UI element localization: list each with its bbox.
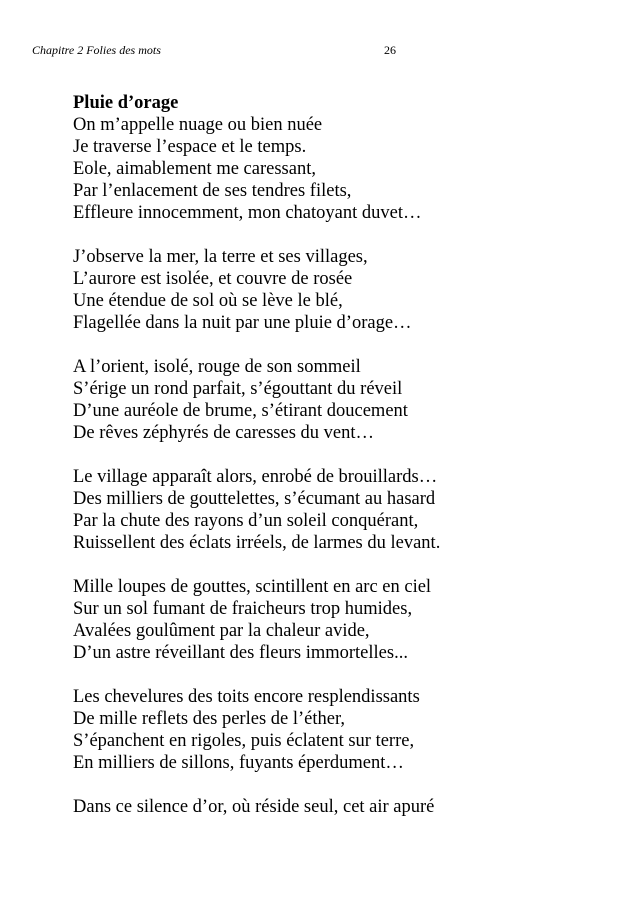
poem-line: L’aurore est isolée, et couvre de rosée (73, 269, 353, 289)
poem-title: Pluie d’orage (73, 93, 179, 113)
chapter-title: Chapitre 2 Folies des mots (32, 43, 161, 57)
poem-line: Les chevelures des toits encore resplendissants (73, 687, 420, 707)
poem-line: Flagellée dans la nuit par une pluie d’orage… (73, 313, 412, 333)
stanza-4 (73, 466, 613, 554)
poem-line: Par la chute des rayons d’un soleil conquérant, (73, 511, 419, 531)
poem-line: Ruissellent des éclats irréels, de larmes du levant. (73, 533, 441, 553)
stanza-5 (73, 576, 613, 664)
poem-line: Effleure innocemment, mon chatoyant duvet… (73, 203, 422, 223)
poem-line: Mille loupes de gouttes, scintillent en arc en ciel (73, 577, 432, 597)
poem-line: S’épanchent en rigoles, puis éclatent sur terre, (73, 731, 415, 751)
stanza-3 (73, 356, 613, 444)
running-header (32, 42, 402, 58)
poem-line: Le village apparaît alors, enrobé de brouillards… (73, 467, 438, 487)
poem-line: On m’appelle nuage ou bien nuée (73, 115, 323, 135)
poem-line: J’observe la mer, la terre et ses villages, (73, 247, 368, 267)
poem-line: En milliers de sillons, fuyants éperdument… (73, 753, 404, 773)
poem (73, 92, 613, 840)
poem-line: Une étendue de sol où se lève le blé, (73, 291, 343, 311)
poem-line: Eole, aimablement me caressant, (73, 159, 316, 179)
stanza-1 (73, 114, 613, 224)
poem-line: D’une auréole de brume, s’étirant doucement (73, 401, 408, 421)
poem-line: Je traverse l’espace et le temps. (73, 137, 307, 157)
stanza-6 (73, 686, 613, 774)
poem-line: D’un astre réveillant des fleurs immortelles... (73, 643, 408, 663)
poem-line: Sur un sol fumant de fraicheurs trop humides, (73, 599, 413, 619)
page-number: 26 (384, 43, 396, 57)
poem-line: A l’orient, isolé, rouge de son sommeil (73, 357, 361, 377)
poem-line: Des milliers de gouttelettes, s’écumant au hasard (73, 489, 436, 509)
poem-line: Par l’enlacement de ses tendres filets, (73, 181, 352, 201)
stanza-7 (73, 796, 613, 818)
poem-line: Avalées goulûment par la chaleur avide, (73, 621, 370, 641)
poem-line: S’érige un rond parfait, s’égouttant du réveil (73, 379, 403, 399)
stanza-2 (73, 246, 613, 334)
poem-line: De mille reflets des perles de l’éther, (73, 709, 346, 729)
poem-line: De rêves zéphyrés de caresses du vent… (73, 423, 375, 443)
poem-line: Dans ce silence d’or, où réside seul, cet air apuré (73, 797, 435, 817)
